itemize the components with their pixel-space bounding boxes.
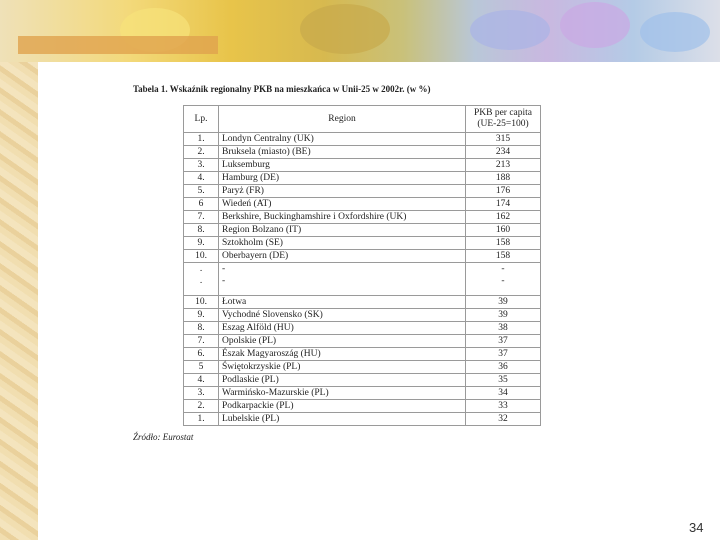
cell-gdp-value: 34 [466, 387, 541, 400]
cell-lp: 6. [184, 348, 219, 361]
cell-region: Berkshire, Buckinghamshire i Oxfordshire (UK) [219, 211, 466, 224]
cell-gdp-value: 39 [466, 296, 541, 309]
table-row [184, 361, 541, 374]
cell-region: Vychodné Slovensko (SK) [219, 309, 466, 322]
cell-region: Region Bolzano (IT) [219, 224, 466, 237]
cell-lp: 3. [184, 387, 219, 400]
cell-gdp-value: - - [466, 263, 541, 296]
cell-lp: 4. [184, 374, 219, 387]
cell-gdp-value: 37 [466, 348, 541, 361]
table-row [184, 335, 541, 348]
table-row [184, 322, 541, 335]
table-row [184, 159, 541, 172]
cell-gdp-value: 39 [466, 309, 541, 322]
cell-gdp-value: 234 [466, 146, 541, 159]
cell-region: Bruksela (miasto) (BE) [219, 146, 466, 159]
header-region: Region [219, 106, 466, 133]
cell-region: Paryż (FR) [219, 185, 466, 198]
cell-gdp-value: 315 [466, 133, 541, 146]
parchment-background [0, 0, 38, 540]
cell-region: Łotwa [219, 296, 466, 309]
table-row [184, 237, 541, 250]
cell-lp: 4. [184, 172, 219, 185]
gdp-ranking-table [183, 105, 541, 426]
table-row [184, 374, 541, 387]
cell-lp: 1. [184, 413, 219, 426]
cell-region: Észak Magyaroszág (HU) [219, 348, 466, 361]
header-gdp-text: PKB per capita (UE-25=100) [473, 108, 533, 129]
cell-lp: 5 [184, 361, 219, 374]
header-lp: Lp. [184, 106, 219, 133]
cell-gdp-value: 158 [466, 237, 541, 250]
cell-gdp-value: 37 [466, 335, 541, 348]
cell-gdp-value: 36 [466, 361, 541, 374]
table-row [184, 224, 541, 237]
cell-gdp-value: 33 [466, 400, 541, 413]
cell-region: Luksemburg [219, 159, 466, 172]
cell-lp: 7. [184, 211, 219, 224]
cell-region: Świętokrzyskie (PL) [219, 361, 466, 374]
table-row [184, 400, 541, 413]
cell-lp: 10. [184, 250, 219, 263]
table-header-row [184, 106, 541, 133]
table-row [184, 348, 541, 361]
cell-gdp-value: 176 [466, 185, 541, 198]
cell-lp: 8. [184, 224, 219, 237]
cell-region: Sztokholm (SE) [219, 237, 466, 250]
cell-lp: 3. [184, 159, 219, 172]
cell-lp: 9. [184, 309, 219, 322]
table-row [184, 387, 541, 400]
table-row [184, 211, 541, 224]
cell-region: Warmińsko-Mazurskie (PL) [219, 387, 466, 400]
cell-region: Lubelskie (PL) [219, 413, 466, 426]
cell-gdp-value: 32 [466, 413, 541, 426]
cell-lp: . . [184, 263, 219, 296]
table-row [184, 146, 541, 159]
table-row [184, 133, 541, 146]
cell-gdp-value: 213 [466, 159, 541, 172]
cell-region: - - [219, 263, 466, 296]
cell-gdp-value: 174 [466, 198, 541, 211]
table-row [184, 413, 541, 426]
decorative-banner [0, 0, 720, 62]
source-note: Źródło: Eurostat [133, 432, 194, 442]
cell-gdp-value: 158 [466, 250, 541, 263]
table-row [184, 309, 541, 322]
table-row [184, 172, 541, 185]
cell-gdp-value: 162 [466, 211, 541, 224]
cell-gdp-value: 160 [466, 224, 541, 237]
cell-gdp-value: 188 [466, 172, 541, 185]
table-row [184, 198, 541, 211]
cell-lp: 1. [184, 133, 219, 146]
cell-lp: 2. [184, 400, 219, 413]
cell-region: Oberbayern (DE) [219, 250, 466, 263]
cell-gdp-value: 35 [466, 374, 541, 387]
cell-lp: 6 [184, 198, 219, 211]
cell-lp: 5. [184, 185, 219, 198]
cell-lp: 2. [184, 146, 219, 159]
cell-lp: 10. [184, 296, 219, 309]
cell-region: Londyn Centralny (UK) [219, 133, 466, 146]
cell-region: Opolskie (PL) [219, 335, 466, 348]
cell-region: Podkarpackie (PL) [219, 400, 466, 413]
cell-lp: 9. [184, 237, 219, 250]
cell-region: Wiedeń (AT) [219, 198, 466, 211]
table-row [184, 185, 541, 198]
cell-region: Eszag Alföld (HU) [219, 322, 466, 335]
header-gdp-per-capita [466, 106, 541, 133]
table-row [184, 250, 541, 263]
cell-region: Podlaskie (PL) [219, 374, 466, 387]
table-caption: Tabela 1. Wskaźnik regionalny PKB na mieszkańca w Unii-25 w 2002r. (w %) [133, 84, 431, 94]
cell-lp: 8. [184, 322, 219, 335]
cell-gdp-value: 38 [466, 322, 541, 335]
table-row [184, 263, 541, 296]
table-row [184, 296, 541, 309]
cell-region: Hamburg (DE) [219, 172, 466, 185]
cell-lp: 7. [184, 335, 219, 348]
page-number: 34 [689, 520, 704, 535]
